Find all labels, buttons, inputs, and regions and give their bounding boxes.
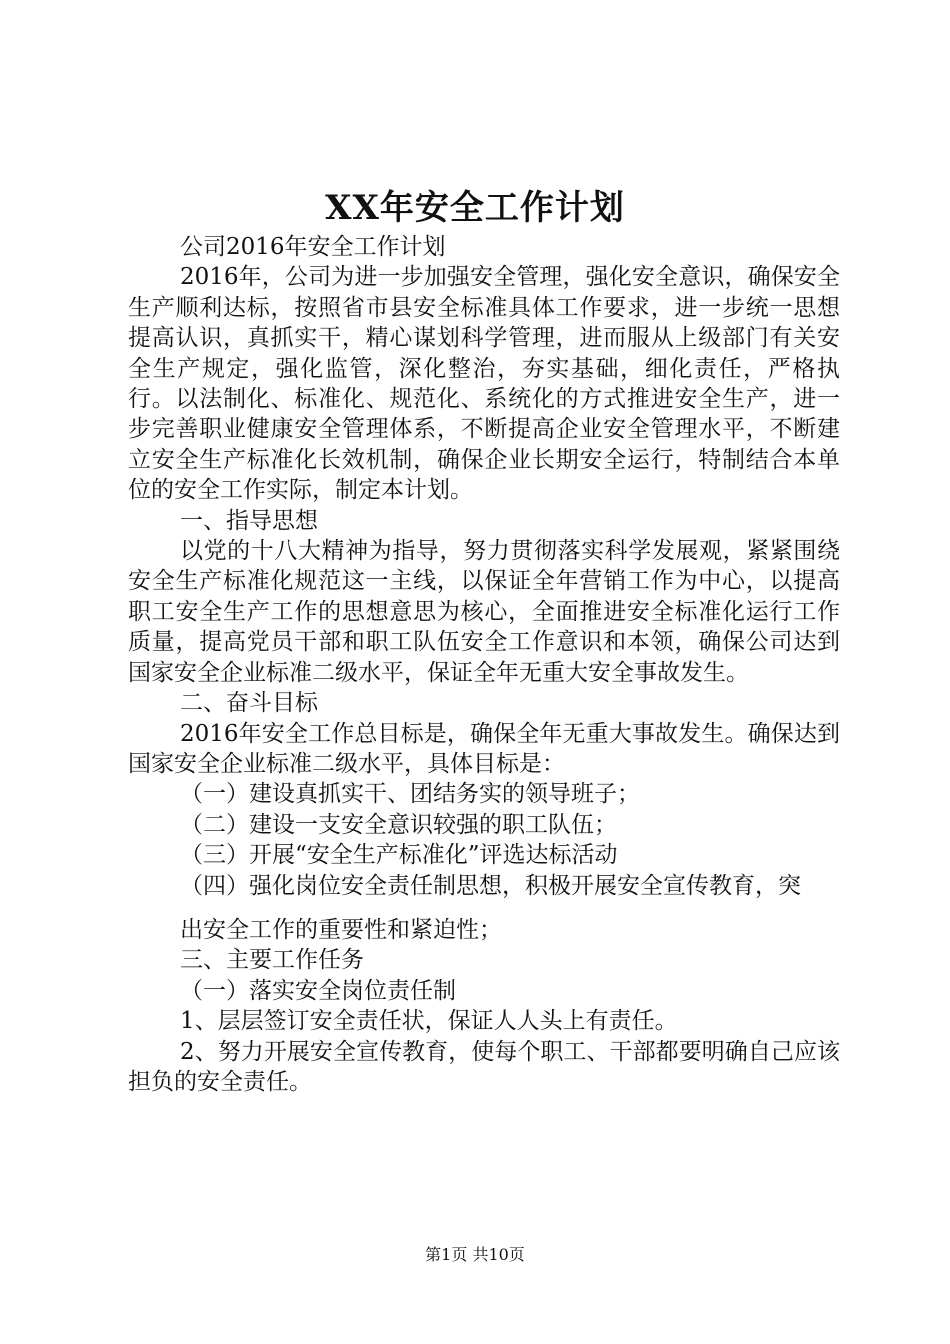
- goal-item-3: （三）开展“安全生产标准化”评选达标活动: [180, 842, 618, 869]
- section-heading-3: 三、主要工作任务: [180, 947, 364, 974]
- paragraph-guiding-ideology: 以党的十八大精神为指导，努力贯彻落实科学发展观，紧紧围绕安全生产标准化规范这一主线，以保证全年营销工作为中心，以提高职工安全生产工作的思想意思为核心，全面推进安全标准化运行工作质量，提高党员干部和职工队伍安全工作意识和本领，确保公司达到国家安全企业标准二级水平，保证全年无重大安全事故发生。: [128, 538, 840, 686]
- task-item-2: 2、努力开展安全宣传教育，使每个职工、干部都要明确自己应该担负的安全责任。: [128, 1038, 840, 1095]
- goal-item-4-continued: 出安全工作的重要性和紧迫性；: [180, 916, 502, 943]
- paragraph-intro: 2016年，公司为进一步加强安全管理，强化安全意识，确保安全生产顺利达标，按照省市县安全标准具体工作要求，进一步统一思想提高认识，真抓实干，精心谋划科学管理，进而服从上级部门有关安全生产规定，强化监管，深化整治，夯实基础，细化责任，严格执行。以法制化、标准化、规范化、系统化的方式推进安全生产，进一步完善职业健康安全管理体系，不断提高企业安全管理水平，不断建立安全生产标准化长效机制，确保企业长期安全运行，特制结合本单位的安全工作实际，制定本计划。: [128, 264, 840, 504]
- document-title: XX年安全工作计划: [325, 188, 625, 228]
- goal-item-1: （一）建设真抓实干、团结务实的领导班子；: [180, 781, 640, 808]
- document-body: [128, 232, 840, 1097]
- page-footer: 第1页 共10页: [425, 1245, 525, 1264]
- task-item-1: 1、层层签订安全责任状，保证人人头上有责任。: [180, 1008, 678, 1035]
- goal-item-4: （四）强化岗位安全责任制思想，积极开展安全宣传教育，突: [180, 872, 801, 899]
- section-heading-2: 二、奋斗目标: [180, 690, 318, 717]
- goal-item-2: （二）建设一支安全意识较强的职工队伍；: [180, 811, 617, 838]
- paragraph-goals: 2016年安全工作总目标是，确保全年无重大事故发生。确保达到国家安全企业标准二级水平，具体目标是：: [128, 720, 840, 777]
- section-heading-1: 一、指导思想: [180, 507, 318, 534]
- task-heading-1: （一）落实安全岗位责任制: [180, 977, 456, 1004]
- paragraph-subtitle: 公司2016年安全工作计划: [180, 234, 446, 260]
